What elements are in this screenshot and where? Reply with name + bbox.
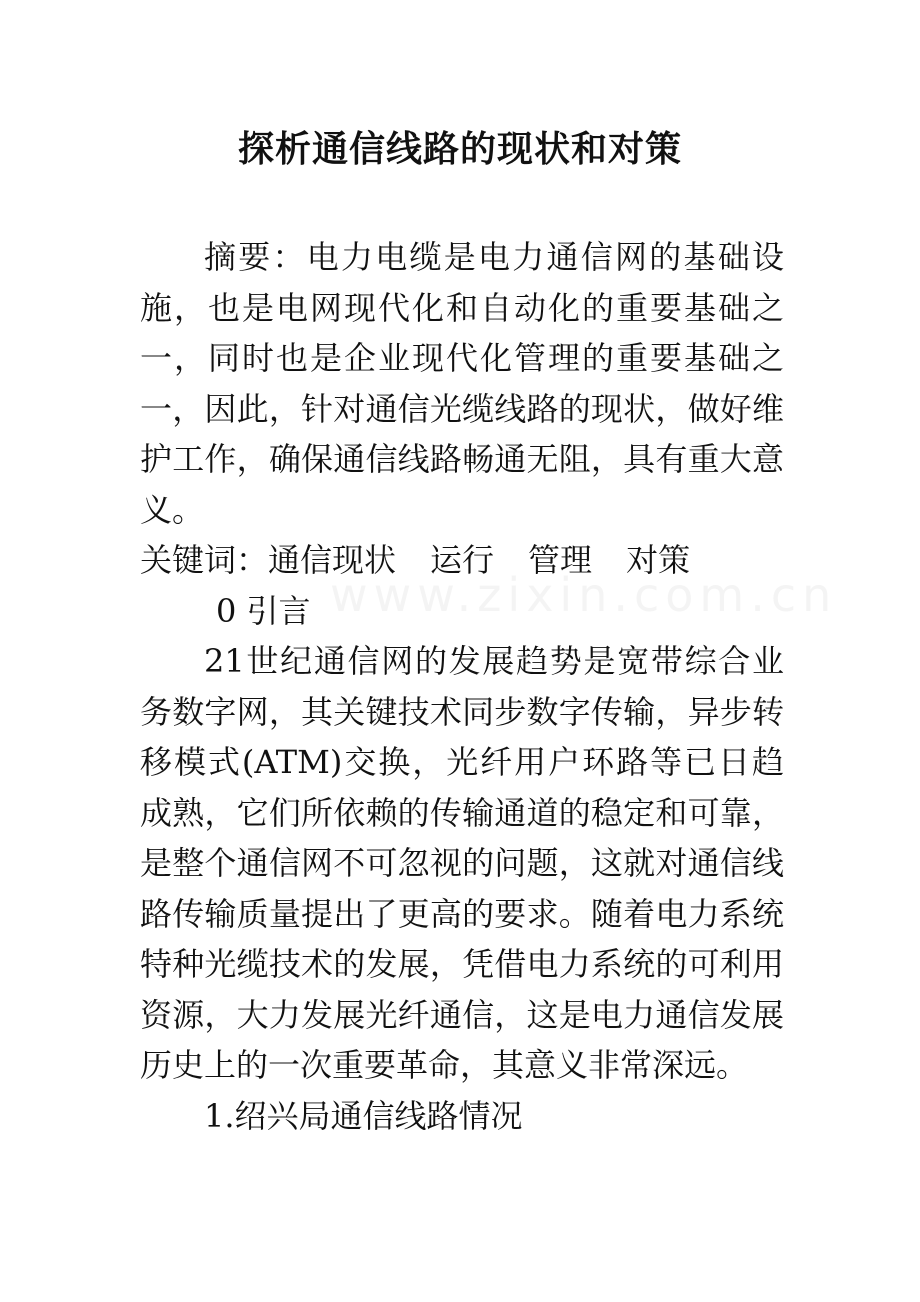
- keywords-label: 关键词：: [140, 541, 269, 579]
- document-body: [140, 232, 784, 1141]
- keyword-item: 对策: [626, 541, 691, 579]
- keyword-item: 管理: [528, 541, 593, 579]
- abstract-paragraph: 摘要：电力电缆是电力通信网的基础设施，也是电网现代化和自动化的重要基础之一，同时也是企业现代化管理的重要基础之一，因此，针对通信光缆线路的现状，做好维护工作，确保通信线路畅通无阻，具有重大意义。: [140, 238, 784, 529]
- intro-paragraph: 21世纪通信网的发展趋势是宽带综合业务数字网，其关键技术同步数字传输，异步转移模式(ATM)交换，光纤用户环路等已日趋成熟，它们所依赖的传输通道的稳定和可靠，是整个通信网不可忽视的问题，这就对通信线路传输质量提出了更高的要求。随着电力系统特种光缆技术的发展，凭借电力系统的可利用资源，大力发展光纤通信，这是电力通信发展历史上的一次重要革命，其意义非常深远。: [140, 642, 784, 1084]
- keywords-line: [140, 535, 784, 586]
- keyword-item: 通信现状: [268, 541, 397, 579]
- document-title: 探析通信线路的现状和对策: [237, 128, 682, 170]
- section-heading-intro: 0 引言: [216, 591, 311, 630]
- keyword-item: 运行: [430, 541, 495, 579]
- watermark-text: www.zixin.com.cn: [330, 568, 838, 622]
- section-heading-1: 1.绍兴局通信线路情况: [204, 1096, 523, 1135]
